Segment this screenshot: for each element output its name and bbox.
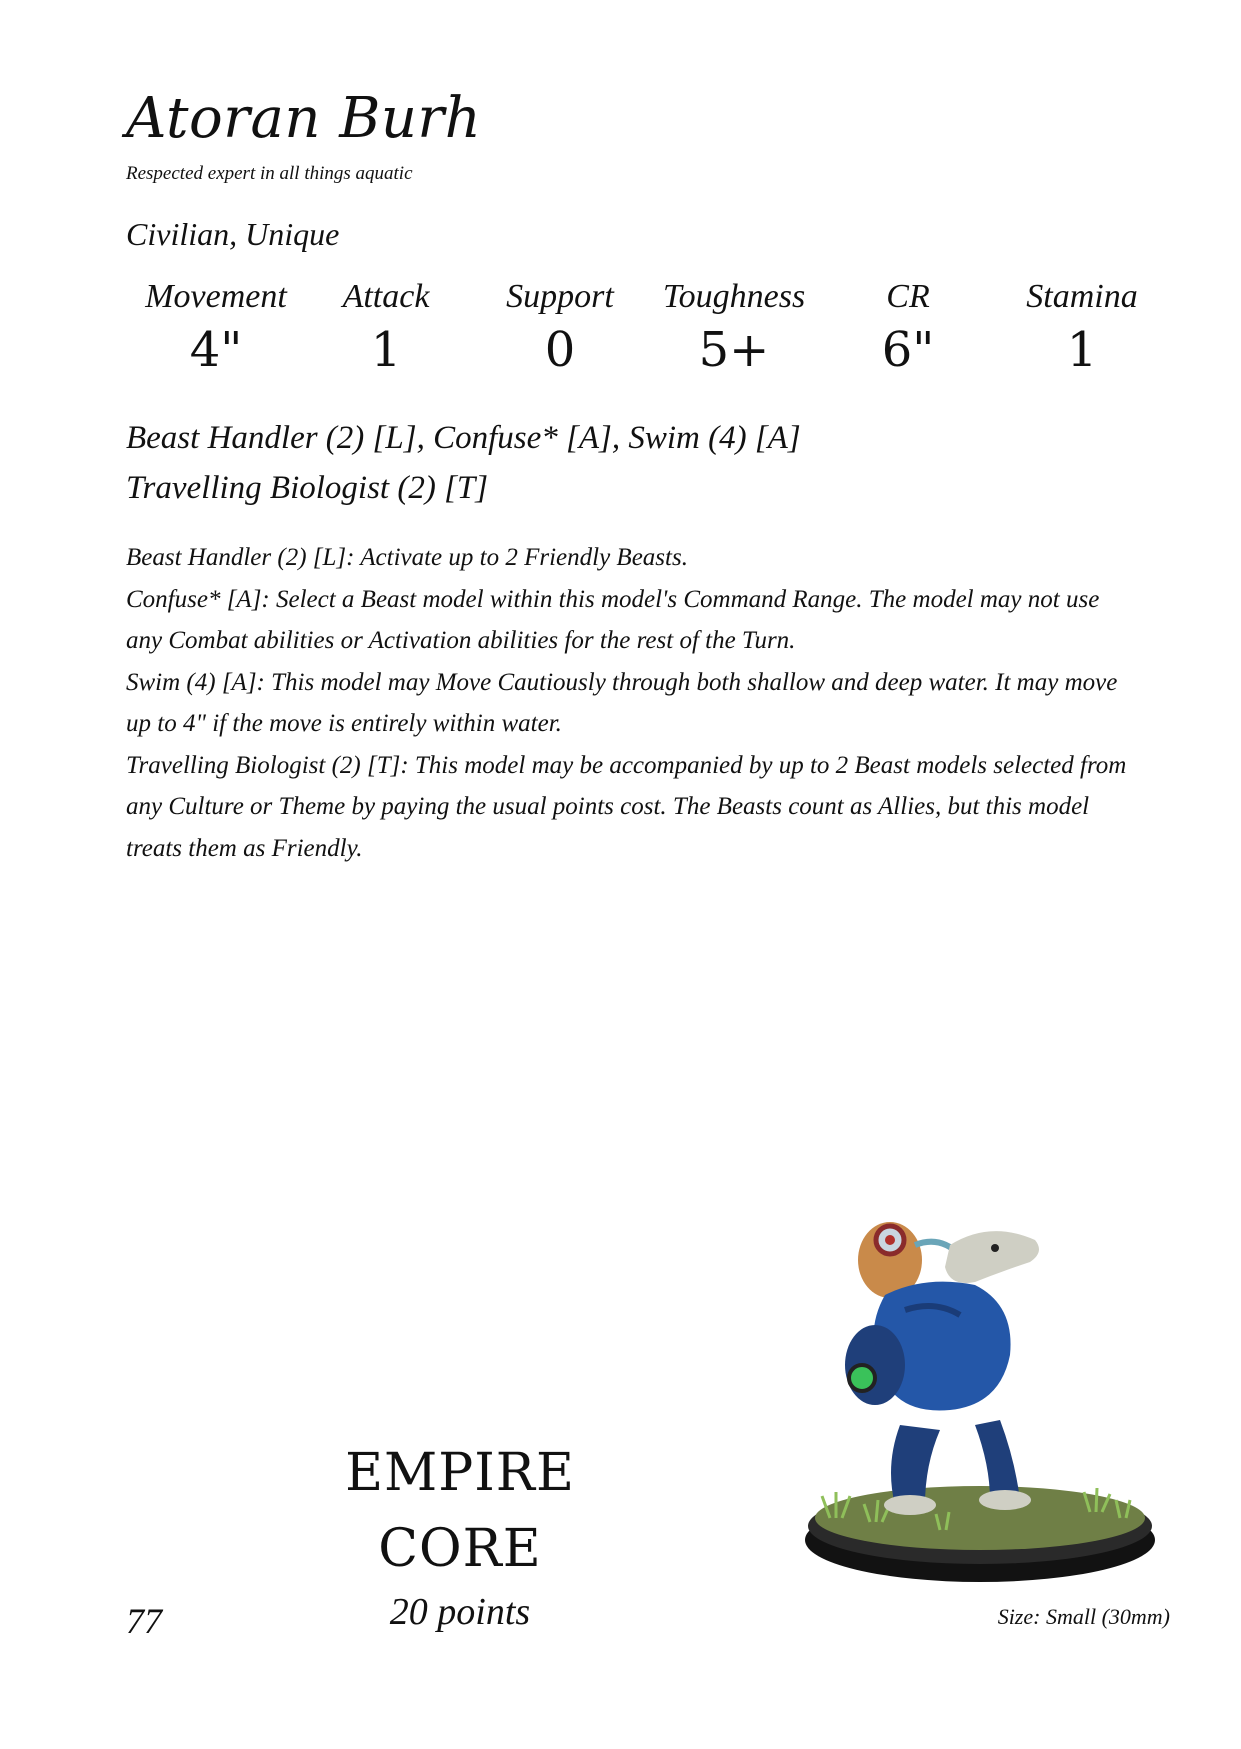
stat-value: 5+ — [698, 322, 770, 378]
rule-travelling-biologist: Travelling Biologist (2) [T]: This model may be accompanied by up to 2 Beast models selected from any Culture or Theme by paying the usual points cost. The Beasts count as Allies, but this model treats them as Friendly. — [126, 751, 1127, 862]
stat-cr — [818, 278, 998, 378]
stat-value: 0 — [544, 322, 576, 378]
stat-line — [126, 278, 1156, 388]
rule-swim: Swim (4) [A]: This model may Move Cautiously through both shallow and deep water. It may move up to 4" if the move is entirely within water. — [126, 668, 1118, 737]
model-keywords: Civilian, Unique — [126, 216, 340, 252]
base-size: Size: Small (30mm) — [997, 1604, 1170, 1629]
stat-value: 1 — [370, 322, 402, 378]
model-tagline: Respected expert in all things aquatic — [126, 163, 413, 184]
rule-beast-handler: Beast Handler (2) [L]: Activate up to 2 Friendly Beasts. — [126, 544, 688, 571]
stat-stamina — [992, 278, 1172, 378]
miniature-photo — [790, 1200, 1170, 1600]
stat-label: CR — [886, 278, 930, 315]
stat-label: Stamina — [1026, 278, 1138, 315]
model-name: Atoran Burh — [126, 86, 482, 151]
page-number: 77 — [126, 1601, 162, 1641]
points-cost: 20 points — [389, 1591, 531, 1633]
stat-value: 1 — [1066, 322, 1098, 378]
stat-toughness — [644, 278, 824, 378]
faction-label — [340, 1435, 580, 1587]
rule-confuse: Confuse* [A]: Select a Beast model within this model's Command Range. The model may not use any Combat abilities or Activation abilities for the rest of the Turn. — [126, 585, 1100, 654]
stat-value: 6" — [881, 322, 935, 378]
stat-label: Attack — [342, 278, 430, 315]
stat-movement — [126, 278, 306, 378]
faction-line: CORE — [378, 1519, 542, 1579]
stat-attack — [296, 278, 476, 378]
stat-support — [470, 278, 650, 378]
stat-label: Support — [506, 278, 614, 315]
stat-label: Movement — [145, 278, 287, 315]
stat-label: Toughness — [662, 278, 806, 315]
faction-line: EMPIRE — [345, 1443, 575, 1503]
stat-value: 4" — [189, 322, 243, 378]
ability-line: Travelling Biologist (2) [T] — [126, 470, 489, 506]
ability-rules — [126, 537, 1136, 869]
ability-line: Beast Handler (2) [L], Confuse* [A], Swim (4) [A] — [126, 420, 801, 456]
ability-summary — [126, 413, 801, 513]
